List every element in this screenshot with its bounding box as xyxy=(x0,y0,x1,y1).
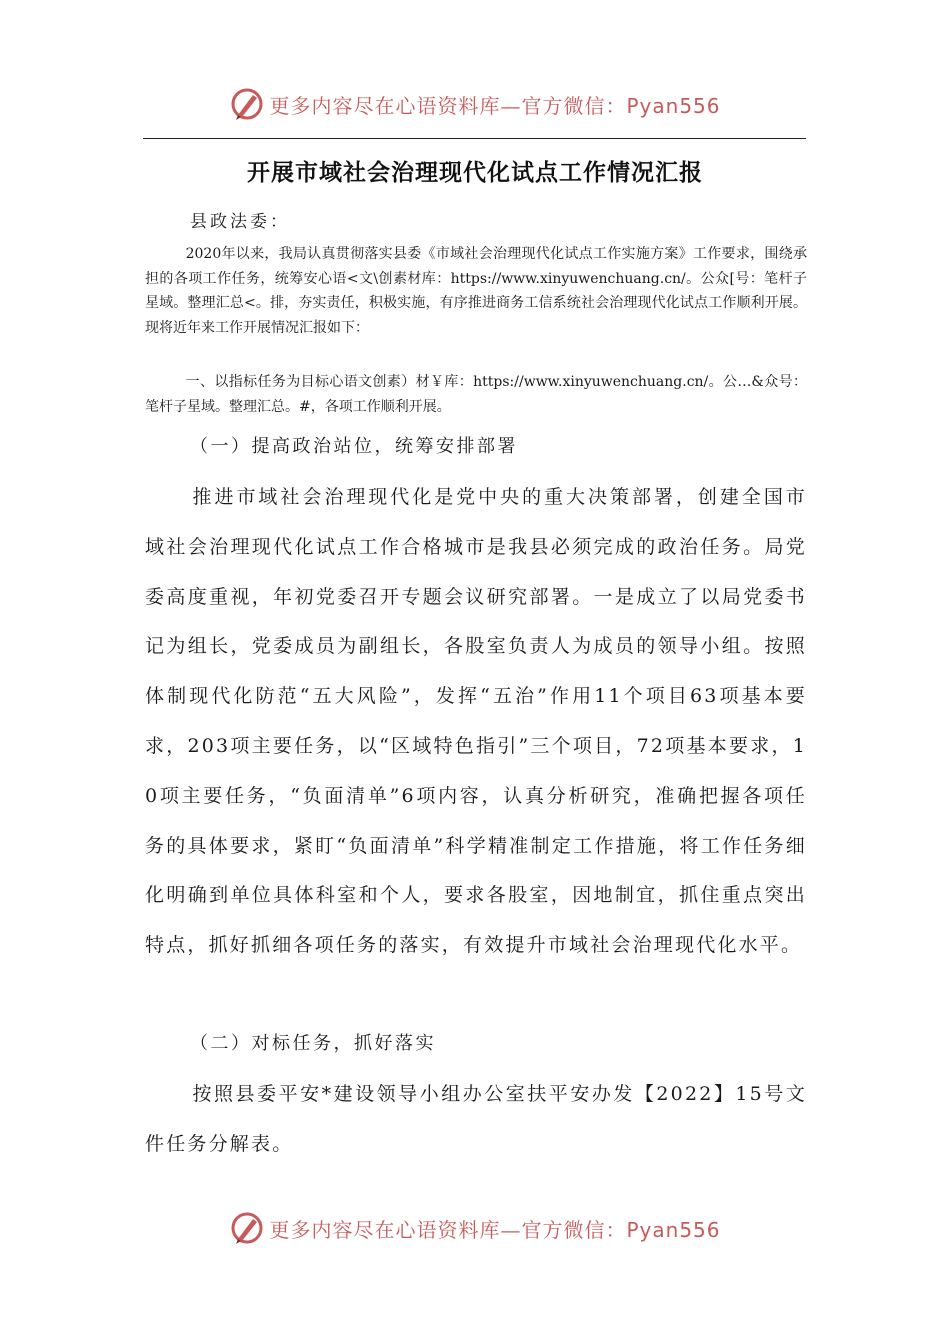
watermark-text: 更多内容尽在心语资料库—官方微信：Pyan556 xyxy=(269,93,721,118)
intro-paragraph: 2020年以来，我局认真贯彻落实县委《市域社会治理现代化试点工作实施方案》工作要求，围绕承担的各项工作任务，统筹安心语<文\创素材库：https://www.xinyuwenchuang.cn/。公众[号：笔杆子星域。整理汇总<。排，夯实责任，积极实施，有序推进商务工信系统社会治理现代化试点工作顺利开展。现将近年来工作开展情况汇报如下： xyxy=(145,246,807,336)
watermark-header xyxy=(0,84,950,124)
watermark-footer xyxy=(0,1208,950,1248)
salutation: 县政法委： xyxy=(190,212,290,232)
subsection-two-heading: （二）对标任务，抓好落实 xyxy=(190,1033,436,1054)
watermark-text: 更多内容尽在心语资料库—官方微信：Pyan556 xyxy=(269,1217,721,1242)
pen-logo-icon xyxy=(229,1210,265,1246)
subsection-one-heading: （一）提高政治站位，统筹安排部署 xyxy=(190,436,518,457)
subsection-two-body: 按照县委平安*建设领导小组办公室扶平安办发【2022】15号文件任务分解表。 xyxy=(145,1083,807,1155)
section-one-paragraph: 一、以指标任务为目标心语文创素）材￥库：https://www.xinyuwenchuang.cn/。公…&众号：笔杆子星域。整理汇总。#，各项工作顺利开展。 xyxy=(145,374,807,415)
pen-logo-icon xyxy=(229,86,265,122)
header-rule xyxy=(143,138,806,139)
subsection-one-body: 推进市域社会治理现代化是党中央的重大决策部署，创建全国市域社会治理现代化试点工作合格城市是我县必须完成的政治任务。局党委高度重视，年初党委召开专题会议研究部署。一是成立了以局党委书记为组长，党委成员为副组长，各股室负责人为成员的领导小组。按照体制现代化防范“五大风险”，发挥“五治”作用11个项目63项基本要求，203项主要任务，以“区域特色指引”三个项目，72项基本要求，10项主要任务，“负面清单”6项内容，认真分析研究，准确把握各项任务的具体要求，紧盯“负面清单”科学精准制定工作措施，将工作任务细化明确到单位具体科室和个人，要求各股室，因地制宜，抓住重点突出特点，抓好抓细各项任务的落实，有效提升市域社会治理现代化水平。 xyxy=(145,486,807,957)
document-title: 开展市域社会治理现代化试点工作情况汇报 xyxy=(247,160,703,186)
